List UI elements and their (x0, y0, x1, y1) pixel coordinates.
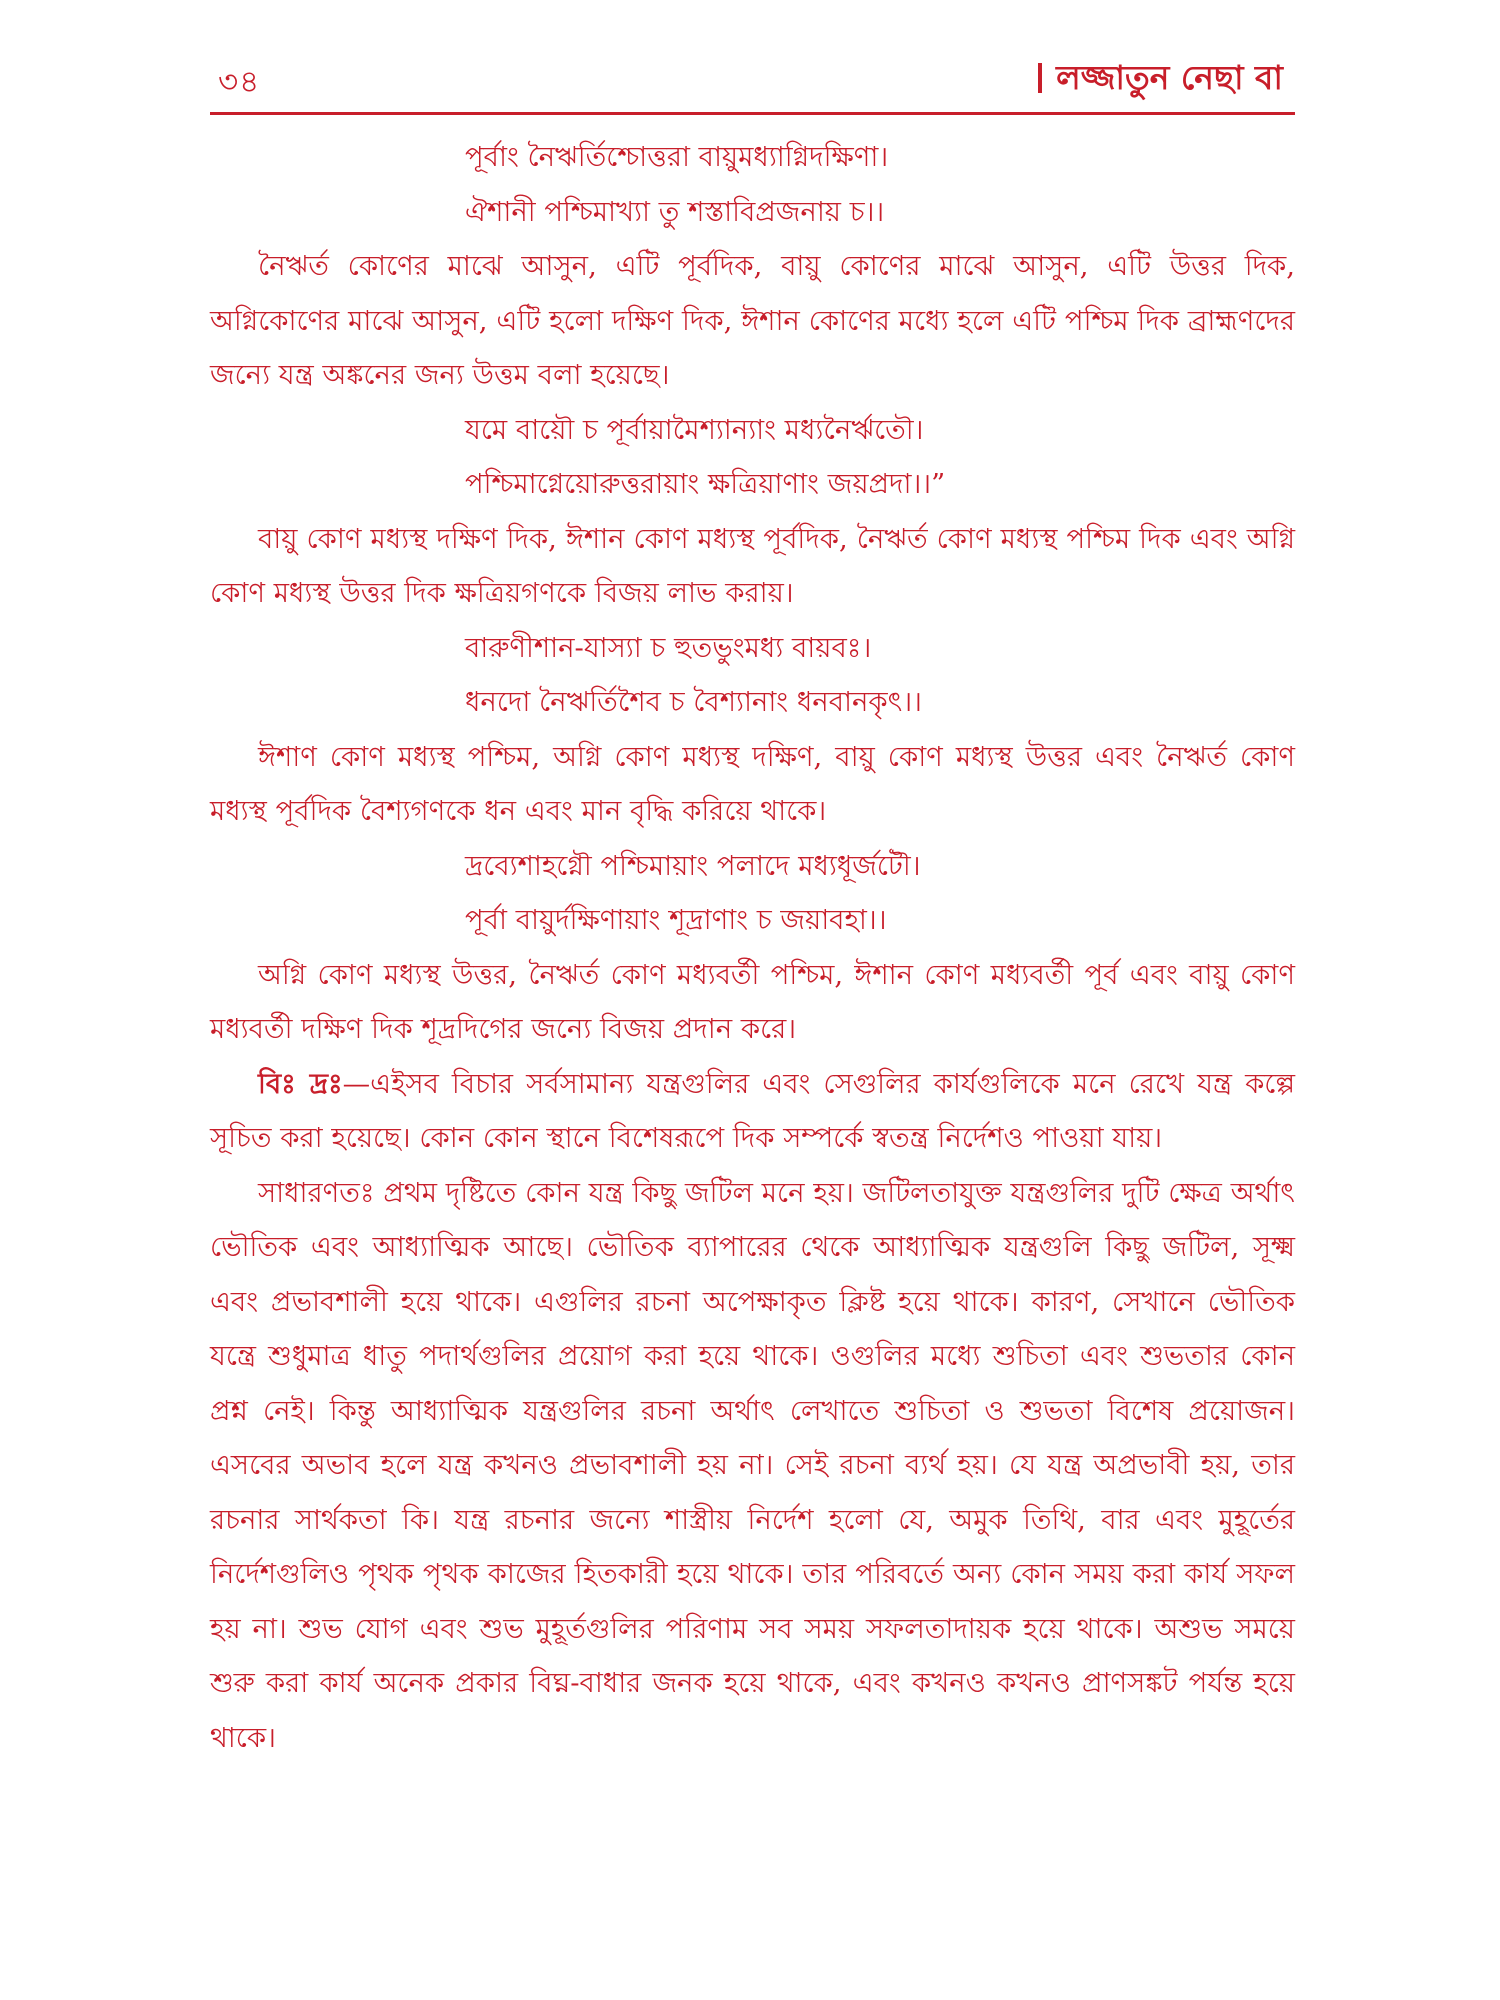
verse-line: বারুণীশান-যাস্যা চ হুতভুংমধ্য বায়বঃ। (465, 631, 872, 664)
note-text: —এইসব বিচার সর্বসামান্য যন্ত্রগুলির এবং সেগুলির কার্যগুলিকে মনে রেখে যন্ত্র কল্পে সূচিত করা হয়েছে। কোন কোন স্থানে বিশেষরূপে দিক সম্পর্কে স্বতন্ত্র নির্দেশও পাওয়া যায়। (210, 1067, 1295, 1154)
verse-line: ঐশানী পশ্চিমাখ্যা তু শস্তাবিপ্রজনায় চ।। (465, 195, 885, 228)
verse-line: পূর্বা বায়ুর্দক্ষিণায়াং শূদ্রাণাং চ জয়াবহা।। (465, 904, 887, 936)
page-number: ৩৪ (218, 64, 261, 100)
paragraph: বায়ু কোণ মধ্যস্থ দক্ষিণ দিক, ঈশান কোণ মধ্যস্থ পূর্বদিক, নৈঋর্ত কোণ মধ্যস্থ পশ্চিম দিক এবং অগ্নি কোণ মধ্যস্থ উত্তর দিক ক্ষত্রিয়গণকে বিজয় লাভ করায়। (210, 522, 1295, 609)
verse-line: যমে বায়ৌ চ পূর্বায়ামৈশ্যান্যাং মধ্যনৈর্ঋতৌ। (465, 413, 924, 446)
paragraph: সাধারণতঃ প্রথম দৃষ্টিতে কোন যন্ত্র কিছু জটিল মনে হয়। জটিলতাযুক্ত যন্ত্রগুলির দুটি ক্ষেত্র অর্থাৎ ভৌতিক এবং আধ্যাত্মিক আছে। ভৌতিক ব্যাপারের থেকে আধ্যাত্মিক যন্ত্রগুলি কিছু জটিল, সূক্ষ্ম এবং প্রভাবশালী হয়ে থাকে। এগুলির রচনা অপেক্ষাকৃত ক্লিষ্ট হয়ে থাকে। কারণ, সেখানে ভৌতিক যন্ত্রে শুধুমাত্র ধাতু পদার্থগুলির প্রয়োগ করা হয়ে থাকে। ওগুলির মধ্যে শুচিতা এবং শুভতার কোন প্রশ্ন নেই। কিন্তু আধ্যাত্মিক যন্ত্রগুলির রচনা অর্থাৎ লেখাতে শুচিতা ও শুভতা বিশেষ প্রয়োজন। এসবের অভাব হলে যন্ত্র কখনও প্রভাবশালী হয় না। সেই রচনা ব্যর্থ হয়। যে যন্ত্র অপ্রভাবী হয়, তার রচনার সার্থকতা কি। যন্ত্র রচনার জন্যে শাস্ত্রীয় নির্দেশ হলো যে, অমুক তিথি, বার এবং মুহূর্তের নির্দেশগুলিও পৃথক পৃথক কাজের হিতকারী হয়ে থাকে। তার পরিবর্তে অন্য কোন সময় করা কার্য সফল হয় না। শুভ যোগ এবং শুভ মুহূর্তগুলির পরিণাম সব সময় সফলতাদায়ক হয়ে থাকে। অশুভ সময়ে শুরু করা কার্য অনেক প্রকার বিঘ্ন-বাধার জনক হয়ে থাকে, এবং কখনও কখনও প্রাণসঙ্কট পর্যন্ত হয়ে থাকে। (210, 1176, 1295, 1754)
book-page (210, 52, 1295, 1754)
verse-line: পূর্বাং নৈঋর্তিশ্চোত্তরা বায়ুমধ্যাগ্নিদক্ষিণা। (465, 141, 889, 173)
paragraph: নৈঋর্ত কোণের মাঝে আসুন, এটি পূর্বদিক, বায়ু কোণের মাঝে আসুন, এটি উত্তর দিক, অগ্নিকোণের মাঝে আসুন, এটি হলো দক্ষিণ দিক, ঈশান কোণের মধ্যে হলে এটি পশ্চিম দিক ব্রাহ্মণদের জন্যে যন্ত্র অঙ্কনের জন্য উত্তম বলা হয়েছে। (210, 250, 1295, 391)
verse-line: দ্রব্যেশাহগ্নৌ পশ্চিমায়াং পলাদে মধ্যধূর্জটৌ। (465, 849, 921, 882)
title-separator-bar (1038, 63, 1042, 93)
page-header (210, 52, 1295, 106)
running-title (1038, 52, 1283, 108)
running-title-text: লজ্জাতুন নেছা বা (1056, 58, 1283, 97)
verse-line: পশ্চিমাগ্নেয়োরুত্তরায়াং ক্ষত্রিয়াণাং জয়প্রদা।।” (465, 468, 946, 500)
verse-line: ধনদো নৈঋর্তিশৈব চ বৈশ্যানাং ধনবানকৃৎ।। (465, 686, 923, 718)
note-label: বিঃ দ্রঃ (258, 1067, 343, 1100)
note-paragraph (210, 1057, 1295, 1166)
page-body (210, 130, 1295, 1765)
header-rule (210, 112, 1295, 115)
paragraph: ঈশাণ কোণ মধ্যস্থ পশ্চিম, অগ্নি কোণ মধ্যস্থ দক্ষিণ, বায়ু কোণ মধ্যস্থ উত্তর এবং নৈঋর্ত কোণ মধ্যস্থ পূর্বদিক বৈশ্যগণকে ধন এবং মান বৃদ্ধি করিয়ে থাকে। (210, 740, 1295, 827)
paragraph: অগ্নি কোণ মধ্যস্থ উত্তর, নৈঋর্ত কোণ মধ্যবর্তী পশ্চিম, ঈশান কোণ মধ্যবর্তী পূর্ব এবং বায়ু কোণ মধ্যবর্তী দক্ষিণ দিক শূদ্রদিগের জন্যে বিজয় প্রদান করে। (210, 958, 1295, 1045)
